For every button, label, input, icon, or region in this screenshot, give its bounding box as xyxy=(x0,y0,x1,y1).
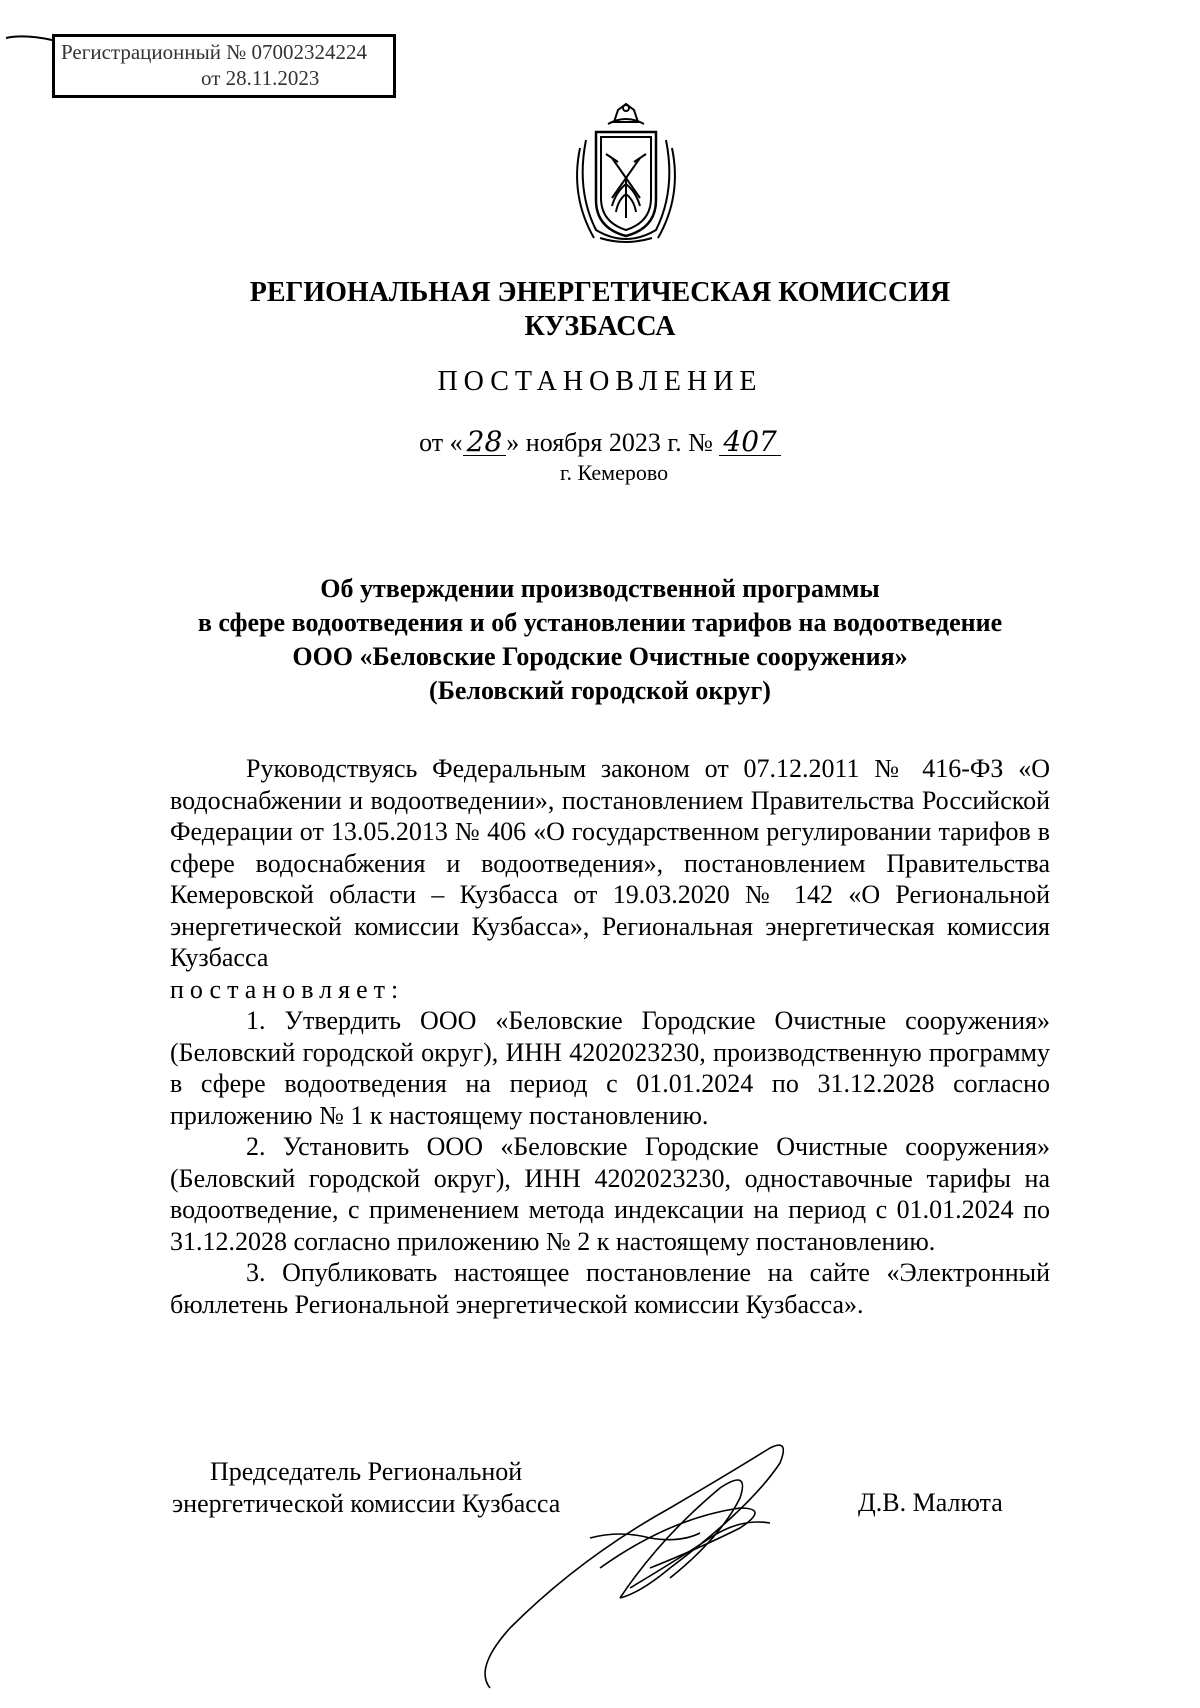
date-month-year: » ноября 2023 г. № xyxy=(506,428,713,457)
document-date-number xyxy=(0,425,1200,458)
signatory-position-line-1: Председатель Региональной xyxy=(210,1457,523,1486)
registration-date: от 28.11.2023 xyxy=(201,66,320,90)
document-number-handwritten: 407 xyxy=(719,429,780,456)
item-1: 1. Утвердить ООО «Беловские Городские Очистные сооружения» (Беловский городской округ), ИНН 4202023230, производственную программу в сфере водоотведения на период с 01.01.2024 по 31.12.2028 согласно приложению № 1 к настоящему постановлению. xyxy=(170,1006,1050,1130)
signatory-position-line-2: энергетической комиссии Кузбасса xyxy=(172,1489,561,1518)
document-body xyxy=(170,753,1050,1320)
kuzbass-coat-of-arms-icon xyxy=(566,100,686,250)
date-prefix: от « xyxy=(419,428,463,457)
document-type: ПОСТАНОВЛЕНИЕ xyxy=(437,366,763,397)
item-2: 2. Установить ООО «Беловские Городские Очистные сооружения» (Беловский городской округ), ИНН 4202023230, одноставочные тарифы на водоотведение, с применением метода индексации на период с 01.01.2024 по 31.12.2028 согласно приложению № 2 к настоящему постановлению. xyxy=(170,1132,1050,1256)
registration-number: Регистрационный № 07002324224 xyxy=(61,40,367,64)
handwritten-signature xyxy=(470,1418,830,1708)
subject-line-2: в сфере водоотведения и об установлении тарифов на водоотведение xyxy=(197,608,1003,637)
organization-name-line-2: КУЗБАССА xyxy=(524,311,676,342)
subject-line-3: ООО «Беловские Городские Очистные сооружения» xyxy=(292,642,908,671)
document-subject xyxy=(0,572,1200,708)
date-day-handwritten: 28 xyxy=(463,429,507,456)
subject-line-1: Об утверждении производственной программы xyxy=(320,574,880,603)
registration-stamp xyxy=(52,34,396,98)
organization-name-line-1: РЕГИОНАЛЬНАЯ ЭНЕРГЕТИЧЕСКАЯ КОМИССИЯ xyxy=(249,277,951,308)
signatory-name: Д.В. Малюта xyxy=(858,1488,1003,1517)
decree-word: постановляет: xyxy=(170,974,405,1004)
city: г. Кемерово xyxy=(560,460,669,485)
item-3: 3. Опубликовать настоящее постановление на сайте «Электронный бюллетень Региональной энергетической комиссии Кузбасса». xyxy=(170,1258,1050,1319)
preamble: Руководствуясь Федеральным законом от 07.12.2011 № 416-ФЗ «О водоснабжении и водоотведении», постановлением Правительства Российской Федерации от 13.05.2013 № 406 «О государственном регулировании тарифов в сфере водоснабжения и водоотведения», постановлением Правительства Кемеровской области – Кузбасса от 19.03.2020 № 142 «О Региональной энергетической комиссии Кузбасса», Региональная энергетическая комиссия Кузбасса xyxy=(170,754,1050,972)
subject-line-4: (Беловский городской округ) xyxy=(429,676,771,705)
